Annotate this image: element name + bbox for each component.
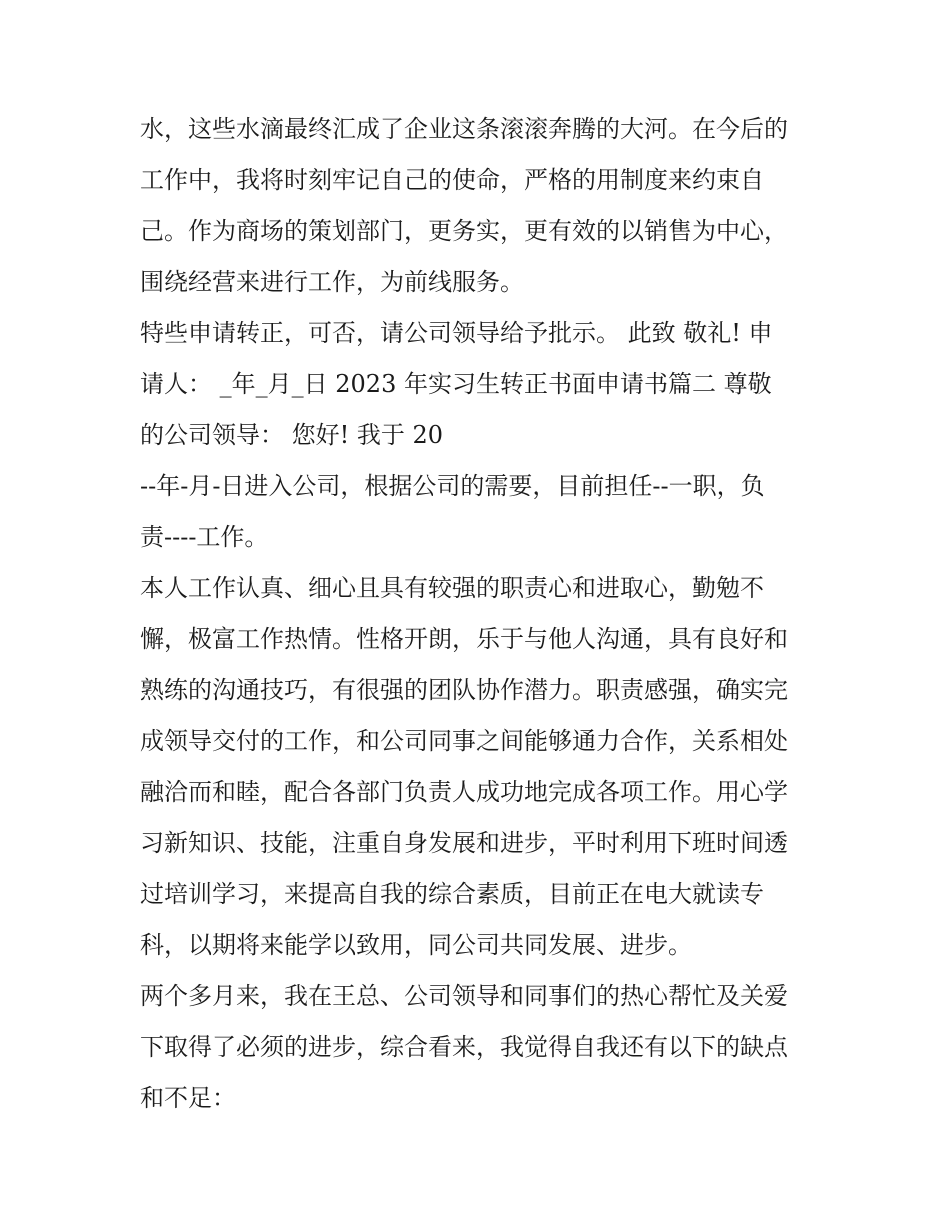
- text-line: 过培训学习，来提高自我的综合素质，目前正在电大就读专: [140, 880, 764, 908]
- text-line: 己。作为商场的策划部门，更务实，更有效的以销售为中心，: [140, 217, 788, 245]
- text-line: 懈，极富工作热情。性格开朗，乐于与他人沟通，具有良好和: [140, 625, 788, 653]
- text-line: 科，以期将来能学以致用，同公司共同发展、进步。: [140, 931, 692, 959]
- text-line: 和不足：: [140, 1084, 236, 1112]
- text-line: 习新知识、技能，注重自身发展和进步，平时利用下班时间透: [140, 829, 788, 857]
- text-line: 熟练的沟通技巧，有很强的团队协作潜力。职责感强，确实完: [140, 676, 788, 704]
- document-body: [140, 104, 812, 1124]
- text-line: 特些申请转正，可否，请公司领导给予批示。 此致 敬礼! 申: [140, 319, 773, 347]
- text-line: 成领导交付的工作，和公司同事之间能够通力合作，关系相处: [140, 727, 788, 755]
- text-line: 请人： _年_月_日 2023 年实习生转正书面申请书篇二 尊敬: [140, 370, 772, 398]
- text-line: 融洽而和睦，配合各部门负责人成功地完成各项工作。用心学: [140, 778, 788, 806]
- text-line: 水，这些水滴最终汇成了企业这条滚滚奔腾的大河。在今后的: [140, 115, 788, 143]
- text-line: --年-月-日进入公司，根据公司的需要，目前担任--一职，负: [140, 472, 765, 500]
- text-line: 的公司领导： 您好! 我于 20: [140, 421, 444, 449]
- text-line: 下取得了必须的进步，综合看来，我觉得自我还有以下的缺点: [140, 1033, 788, 1061]
- text-line: 围绕经营来进行工作，为前线服务。: [140, 268, 524, 296]
- text-line: 工作中，我将时刻牢记自己的使命，严格的用制度来约束自: [140, 166, 764, 194]
- text-line: 本人工作认真、细心且具有较强的职责心和进取心，勤勉不: [140, 574, 764, 602]
- text-line: 两个多月来，我在王总、公司领导和同事们的热心帮忙及关爱: [140, 982, 788, 1010]
- text-line: 责----工作。: [140, 523, 269, 551]
